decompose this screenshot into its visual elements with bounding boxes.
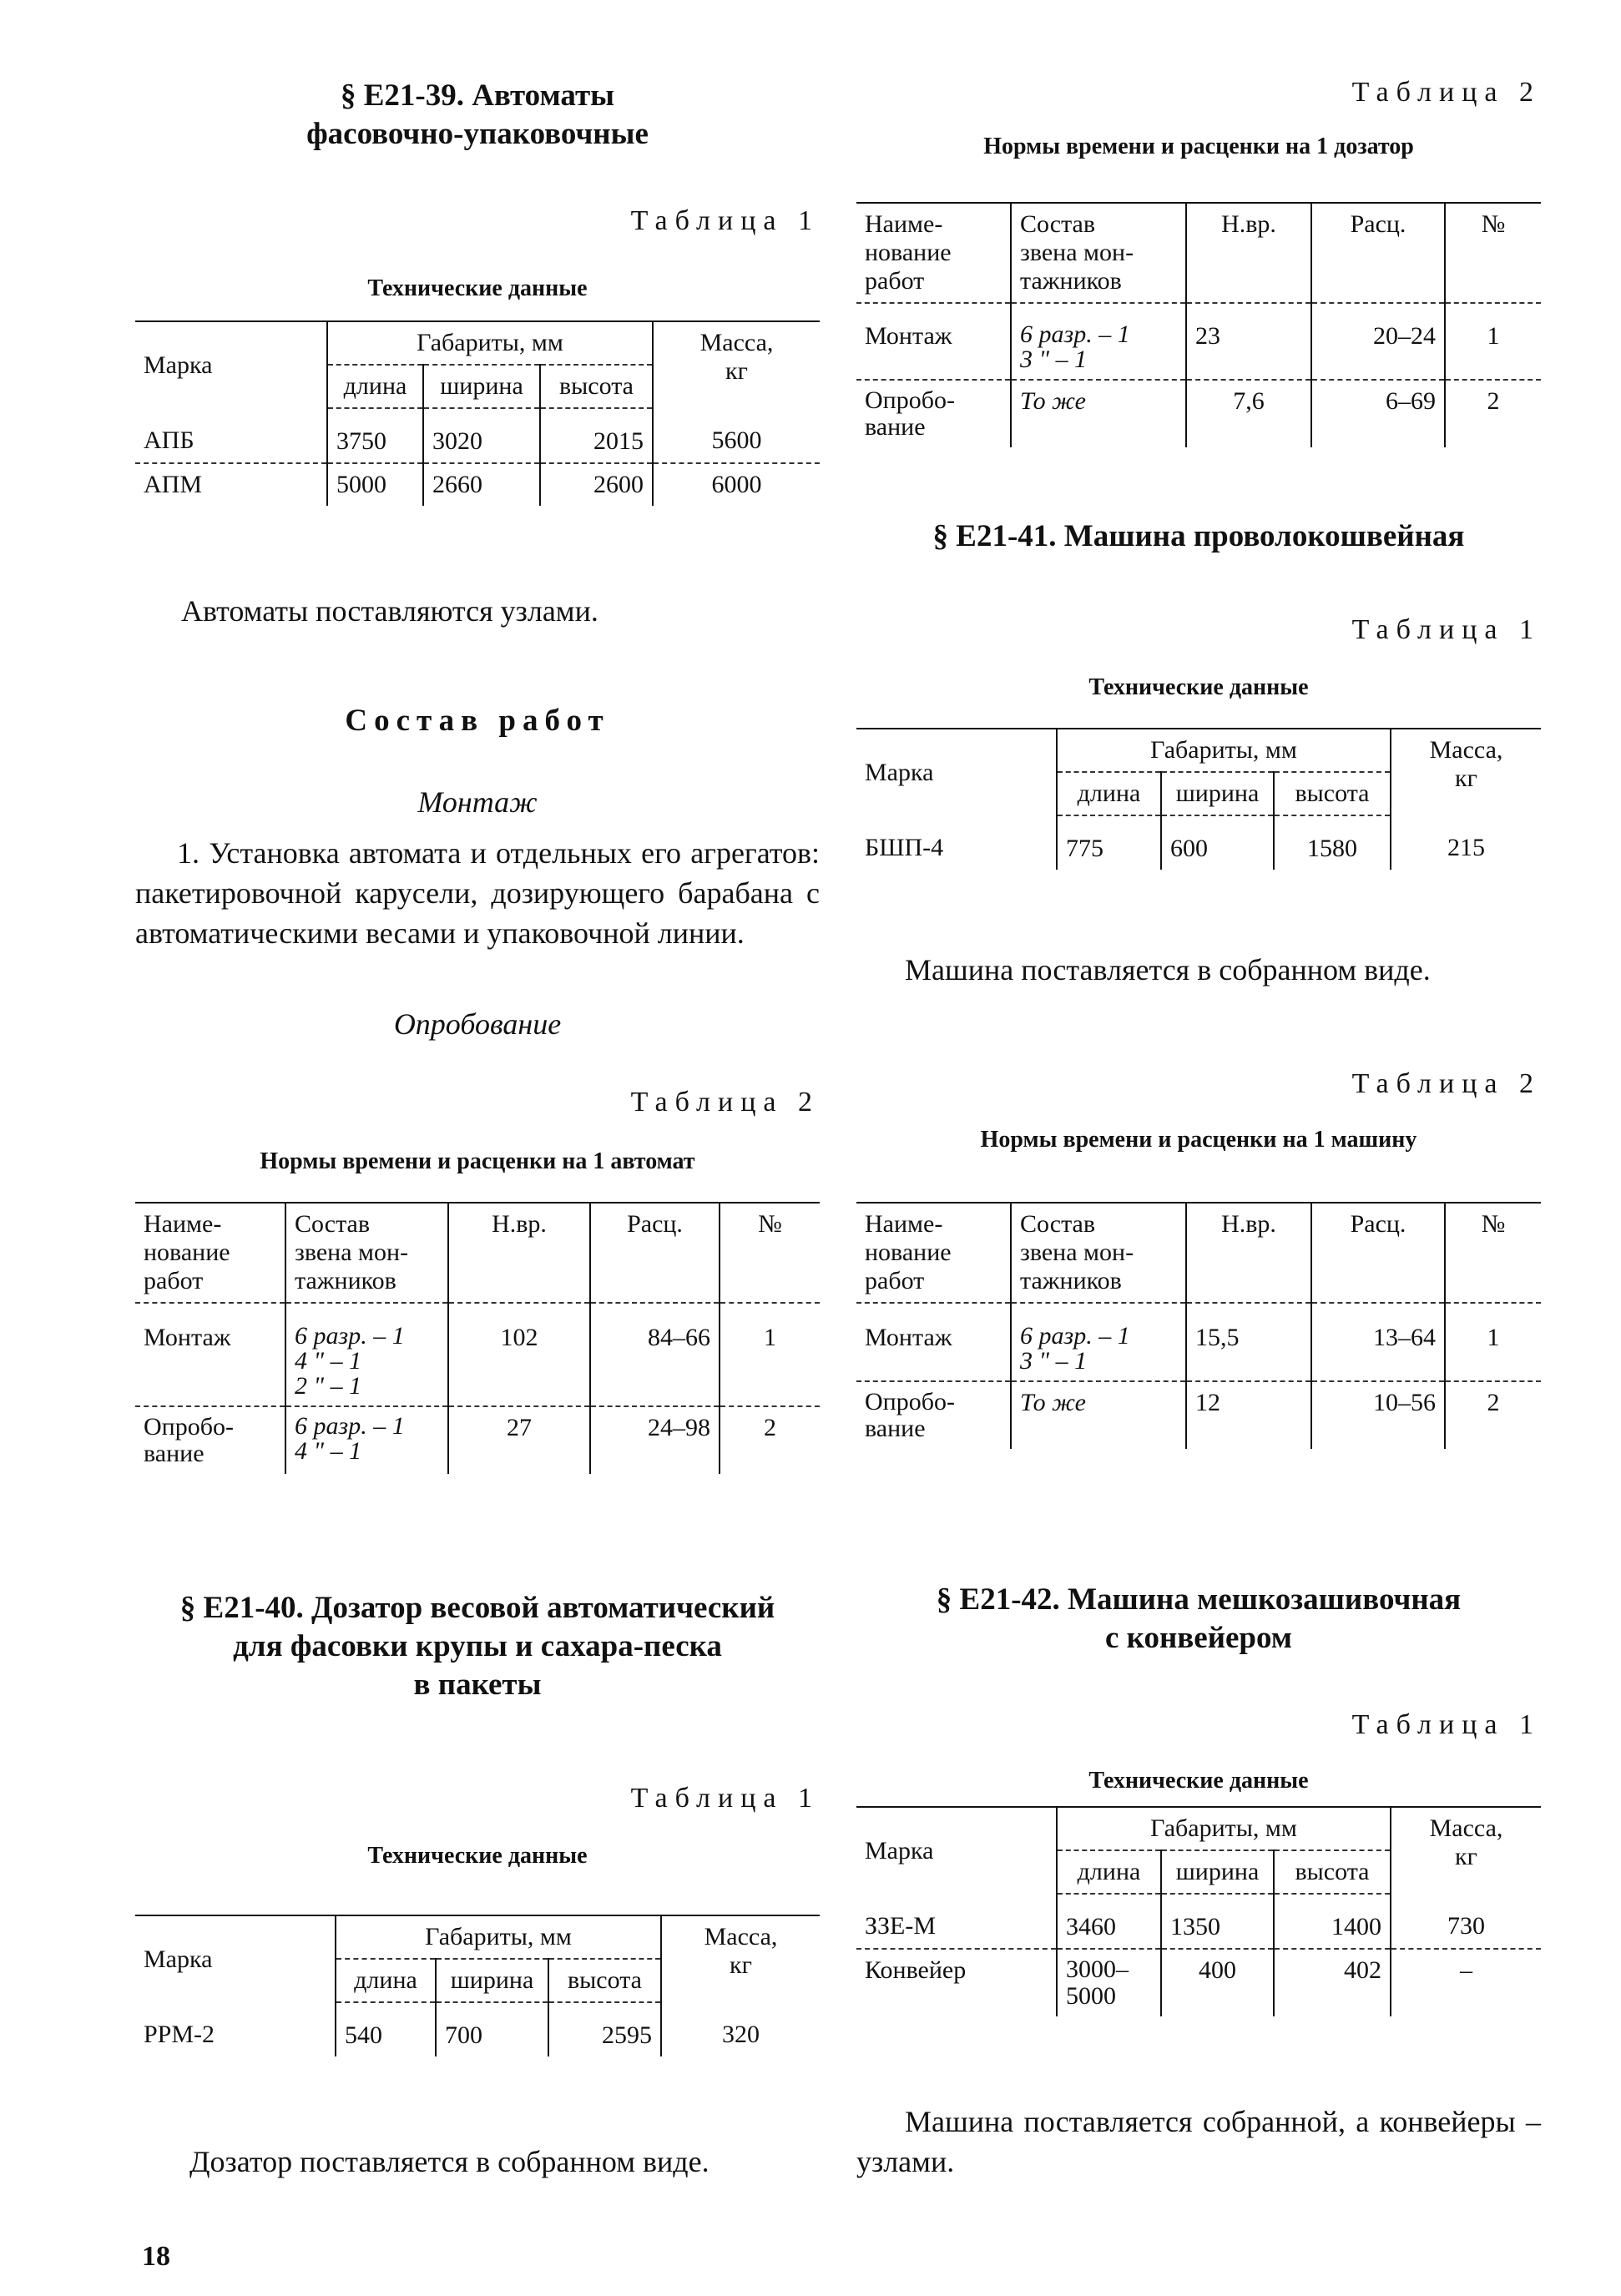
heading-line: § Е21-39. Автоматы (340, 78, 615, 113)
header-dlina: длина (1057, 1850, 1161, 1894)
delivery-note: Автоматы поставляются узлами. (181, 594, 598, 628)
header-name: Наиме- нование работ (135, 1203, 285, 1303)
header-vysota: высота (548, 1959, 661, 2002)
header-nvr: Н.вр. (448, 1203, 590, 1303)
table-row: АПМ 5000 2660 2600 6000 (135, 463, 820, 506)
heading-line: фасовочно-упаковочные (306, 117, 649, 151)
header-massa: Масса, кг (1391, 729, 1541, 815)
work-composition-title: Состав работ (345, 704, 610, 738)
section-heading-e21-42 (856, 1581, 1541, 1658)
table-row: Монтаж 6 разр. – 1 4 " – 1 2 " – 1 102 84–66 1 (135, 1303, 820, 1406)
page-number: 18 (142, 2241, 170, 2272)
header-name: Наиме- нование работ (856, 1203, 1011, 1303)
header-gabarity: Габариты, мм (327, 321, 653, 365)
header-gabarity: Габариты, мм (336, 1915, 661, 1959)
montazh-text: 1. Установка автомата и отдельных его агрегатов: пакетировочной карусели, дозирующего барабана с автоматическими весами и упаковочной линии. (135, 836, 820, 950)
header-sostav: Состав звена мон- тажников (285, 1203, 448, 1303)
table-label: Таблица 2 (1351, 77, 1541, 108)
delivery-note: Дозатор поставляется в собранном виде. (189, 2145, 710, 2178)
delivery-note: Машина поставляется собранной, а конвейеры – узлами. (856, 2105, 1541, 2178)
table-row: АПБ 3750 3020 2015 5600 (135, 408, 820, 463)
header-nvr: Н.вр. (1186, 1203, 1311, 1303)
table-label: Таблица 1 (630, 1783, 820, 1814)
section-heading-e21-40 (135, 1589, 820, 1704)
table-label: Таблица 1 (630, 205, 820, 236)
header-marka: Марка (135, 1915, 336, 2002)
table-row: БШП-4 775 600 1580 215 (856, 815, 1541, 870)
header-dlina: длина (327, 365, 423, 408)
header-num: № (1445, 1203, 1541, 1303)
delivery-note: Машина поставляется в собранном виде. (905, 953, 1431, 987)
header-gabarity: Габариты, мм (1057, 729, 1391, 772)
header-massa: Масса, кг (653, 321, 820, 408)
heading-line: § Е21-40. Дозатор весовой автоматический (179, 1591, 775, 1625)
norms-table-e21-41 (856, 1202, 1541, 1449)
heading-line: в пакеты (413, 1668, 542, 1702)
oprobovanie-subtitle: Опробование (393, 1007, 562, 1041)
norms-table-e21-39 (135, 1202, 820, 1474)
section-heading-e21-41: § Е21-41. Машина проволокошвейная (932, 519, 1465, 553)
norms-table-e21-40 (856, 202, 1541, 447)
table-caption: Нормы времени и расценки на 1 машину (980, 1127, 1417, 1153)
header-marka: Марка (135, 321, 327, 408)
header-rasc: Расц. (1311, 1203, 1445, 1303)
table-row: РРМ-2 540 700 2595 320 (135, 2002, 820, 2056)
header-rasc: Расц. (590, 1203, 720, 1303)
header-vysota: высота (1274, 772, 1391, 815)
header-massa: Масса, кг (1391, 1807, 1541, 1894)
tech-data-table-e21-40 (135, 1915, 820, 2056)
table-caption: Технические данные (367, 1843, 588, 1869)
header-dlina: длина (336, 1959, 436, 2002)
header-rasc: Расц. (1311, 203, 1445, 303)
heading-line: § Е21-42. Машина мешкозашивочная (936, 1582, 1462, 1617)
header-num: № (1445, 203, 1541, 303)
heading-line: для фасовки крупы и сахара-песка (233, 1629, 722, 1663)
table-row: Опробо- вание 6 разр. – 1 4 " – 1 27 24–98 2 (135, 1406, 820, 1474)
montazh-subtitle: Монтаж (417, 785, 538, 819)
heading-line: с конвейером (1104, 1621, 1293, 1655)
table-caption: Технические данные (1088, 1768, 1309, 1794)
header-marka: Марка (856, 729, 1057, 815)
table-label: Таблица 2 (1351, 1068, 1541, 1099)
header-sostav: Состав звена мон- тажников (1011, 203, 1186, 303)
table-label: Таблица 1 (1351, 1709, 1541, 1740)
section-heading-e21-39 (135, 77, 820, 154)
tech-data-table-e21-42 (856, 1806, 1541, 2016)
table-row: ЗЗЕ-М 3460 1350 1400 730 (856, 1894, 1541, 1949)
header-shirina: ширина (436, 1959, 548, 2002)
table-label: Таблица 1 (1351, 614, 1541, 645)
table-caption: Технические данные (1088, 674, 1309, 700)
header-marka: Марка (856, 1807, 1057, 1894)
header-gabarity: Габариты, мм (1057, 1807, 1391, 1850)
header-name: Наиме- нование работ (856, 203, 1011, 303)
header-vysota: высота (540, 365, 653, 408)
header-sostav: Состав звена мон- тажников (1011, 1203, 1186, 1303)
header-shirina: ширина (423, 365, 540, 408)
table-row: Монтаж 6 разр. – 1 3 " – 1 15,5 13–64 1 (856, 1303, 1541, 1381)
header-num: № (720, 1203, 820, 1303)
table-row: Опробо- вание То же 12 10–56 2 (856, 1381, 1541, 1449)
header-shirina: ширина (1161, 1850, 1274, 1894)
table-caption: Технические данные (367, 275, 588, 301)
header-dlina: длина (1057, 772, 1161, 815)
table-row: Конвейер 3000– 5000 400 402 – (856, 1949, 1541, 2016)
table-label: Таблица 2 (630, 1087, 820, 1118)
tech-data-table-e21-39 (135, 320, 820, 506)
table-row: Монтаж 6 разр. – 1 3 " – 1 23 20–24 1 (856, 303, 1541, 380)
table-row: Опробо- вание То же 7,6 6–69 2 (856, 380, 1541, 447)
header-vysota: высота (1274, 1850, 1391, 1894)
header-massa: Масса, кг (661, 1915, 820, 2002)
table-caption: Нормы времени и расценки на 1 автомат (260, 1148, 695, 1174)
tech-data-table-e21-41 (856, 728, 1541, 870)
table-caption: Нормы времени и расценки на 1 дозатор (983, 134, 1414, 159)
header-nvr: Н.вр. (1186, 203, 1311, 303)
header-shirina: ширина (1161, 772, 1274, 815)
